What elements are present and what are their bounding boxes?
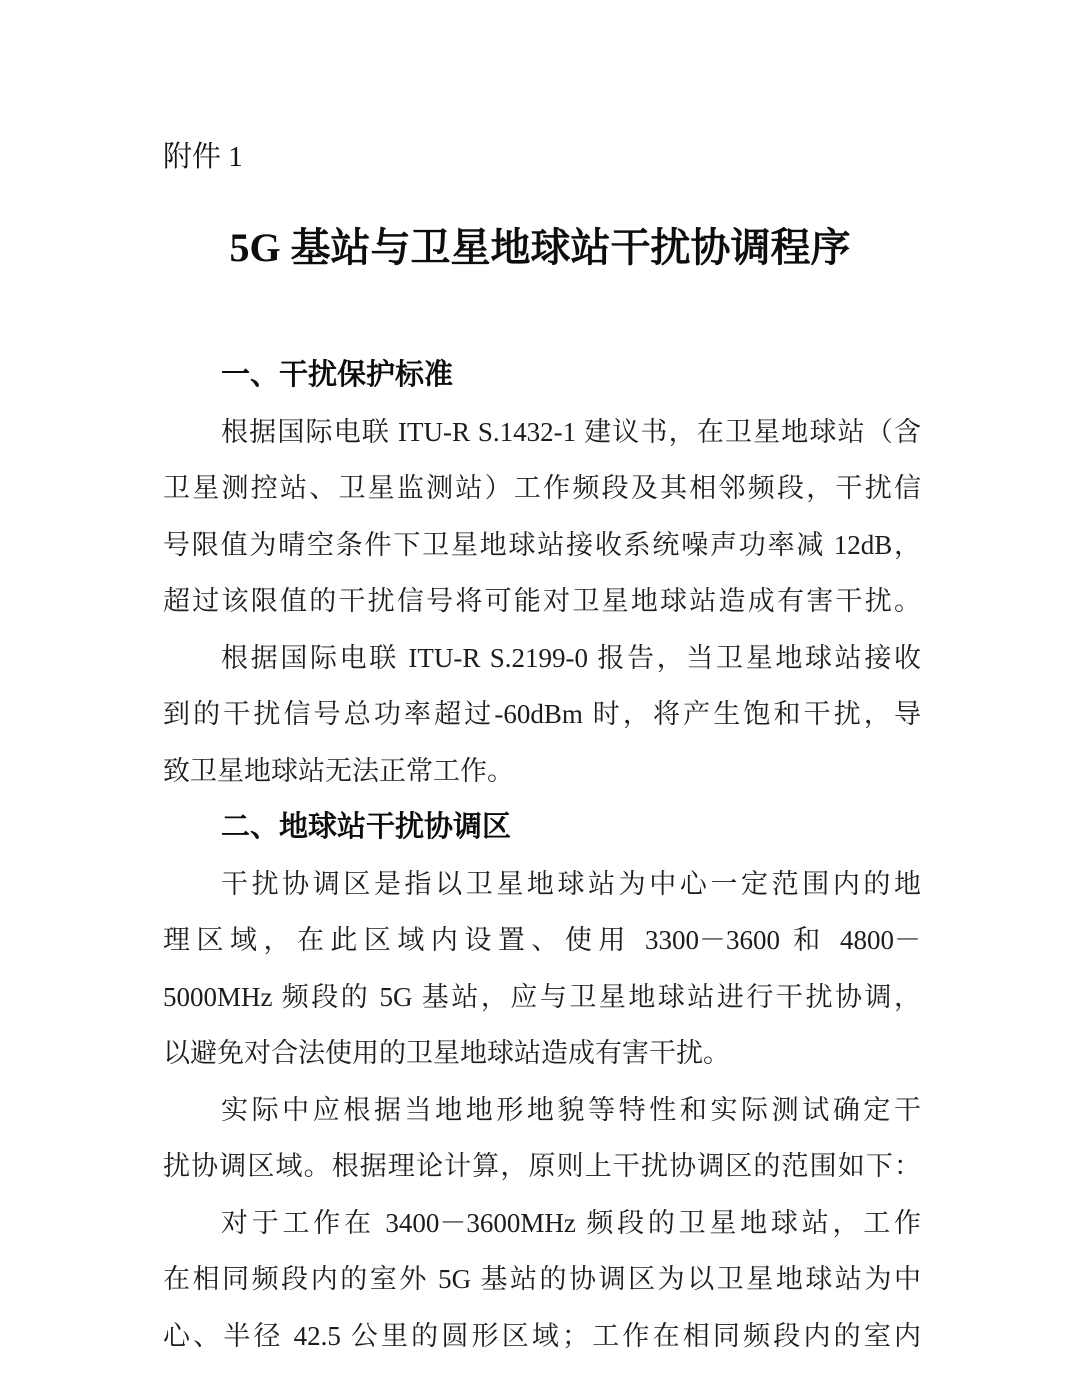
text-line: 对于工作在 3400－3600MHz 频段的卫星地球站，工作: [221, 1207, 921, 1238]
text-line: 干扰协调区是指以卫星地球站为中心一定范围内的地: [221, 868, 921, 899]
text-line: 理区域，在此区域内设置、使用 3300－3600 和 4800－: [163, 925, 921, 955]
text-line: 实际中应根据当地地形地貌等特性和实际测试确定干: [221, 1094, 921, 1125]
text-line: 根据国际电联 ITU-R S.2199-0 报告，当卫星地球站接收: [221, 642, 921, 673]
text-line: 在相同频段内的室外 5G 基站的协调区为以卫星地球站为中: [163, 1264, 921, 1294]
text-line: 到的干扰信号总功率超过-60dBm 时，将产生饱和干扰，导: [163, 699, 921, 729]
text-line: 扰协调区域。根据理论计算，原则上干扰协调区的范围如下：: [163, 1151, 921, 1181]
text-line: 心、半径 42.5 公里的圆形区域；工作在相同频段内的室内: [163, 1320, 921, 1351]
text-line: 卫星测控站、卫星监测站）工作频段及其相邻频段，干扰信: [163, 473, 921, 503]
text-line: 以避免对合法使用的卫星地球站造成有害干扰。: [163, 1038, 730, 1068]
text-line: 致卫星地球站无法正常工作。: [163, 755, 514, 786]
text-line: 5000MHz 频段的 5G 基站，应与卫星地球站进行干扰协调，: [163, 981, 921, 1012]
text-line: 超过该限值的干扰信号将可能对卫星地球站造成有害干扰。: [163, 586, 921, 616]
section-heading: 二、地球站干扰协调区: [221, 811, 512, 843]
document-title: 5G 基站与卫星地球站干扰协调程序: [229, 225, 851, 270]
attachment-label: 附件 1: [163, 141, 243, 173]
text-line: 号限值为晴空条件下卫星地球站接收系统噪声功率减 12dB，: [163, 529, 921, 560]
document-lines: [163, 347, 921, 1364]
section-heading: 一、干扰保护标准: [221, 359, 454, 391]
text-line: 根据国际电联 ITU-R S.1432-1 建议书，在卫星地球站（含: [221, 416, 921, 447]
